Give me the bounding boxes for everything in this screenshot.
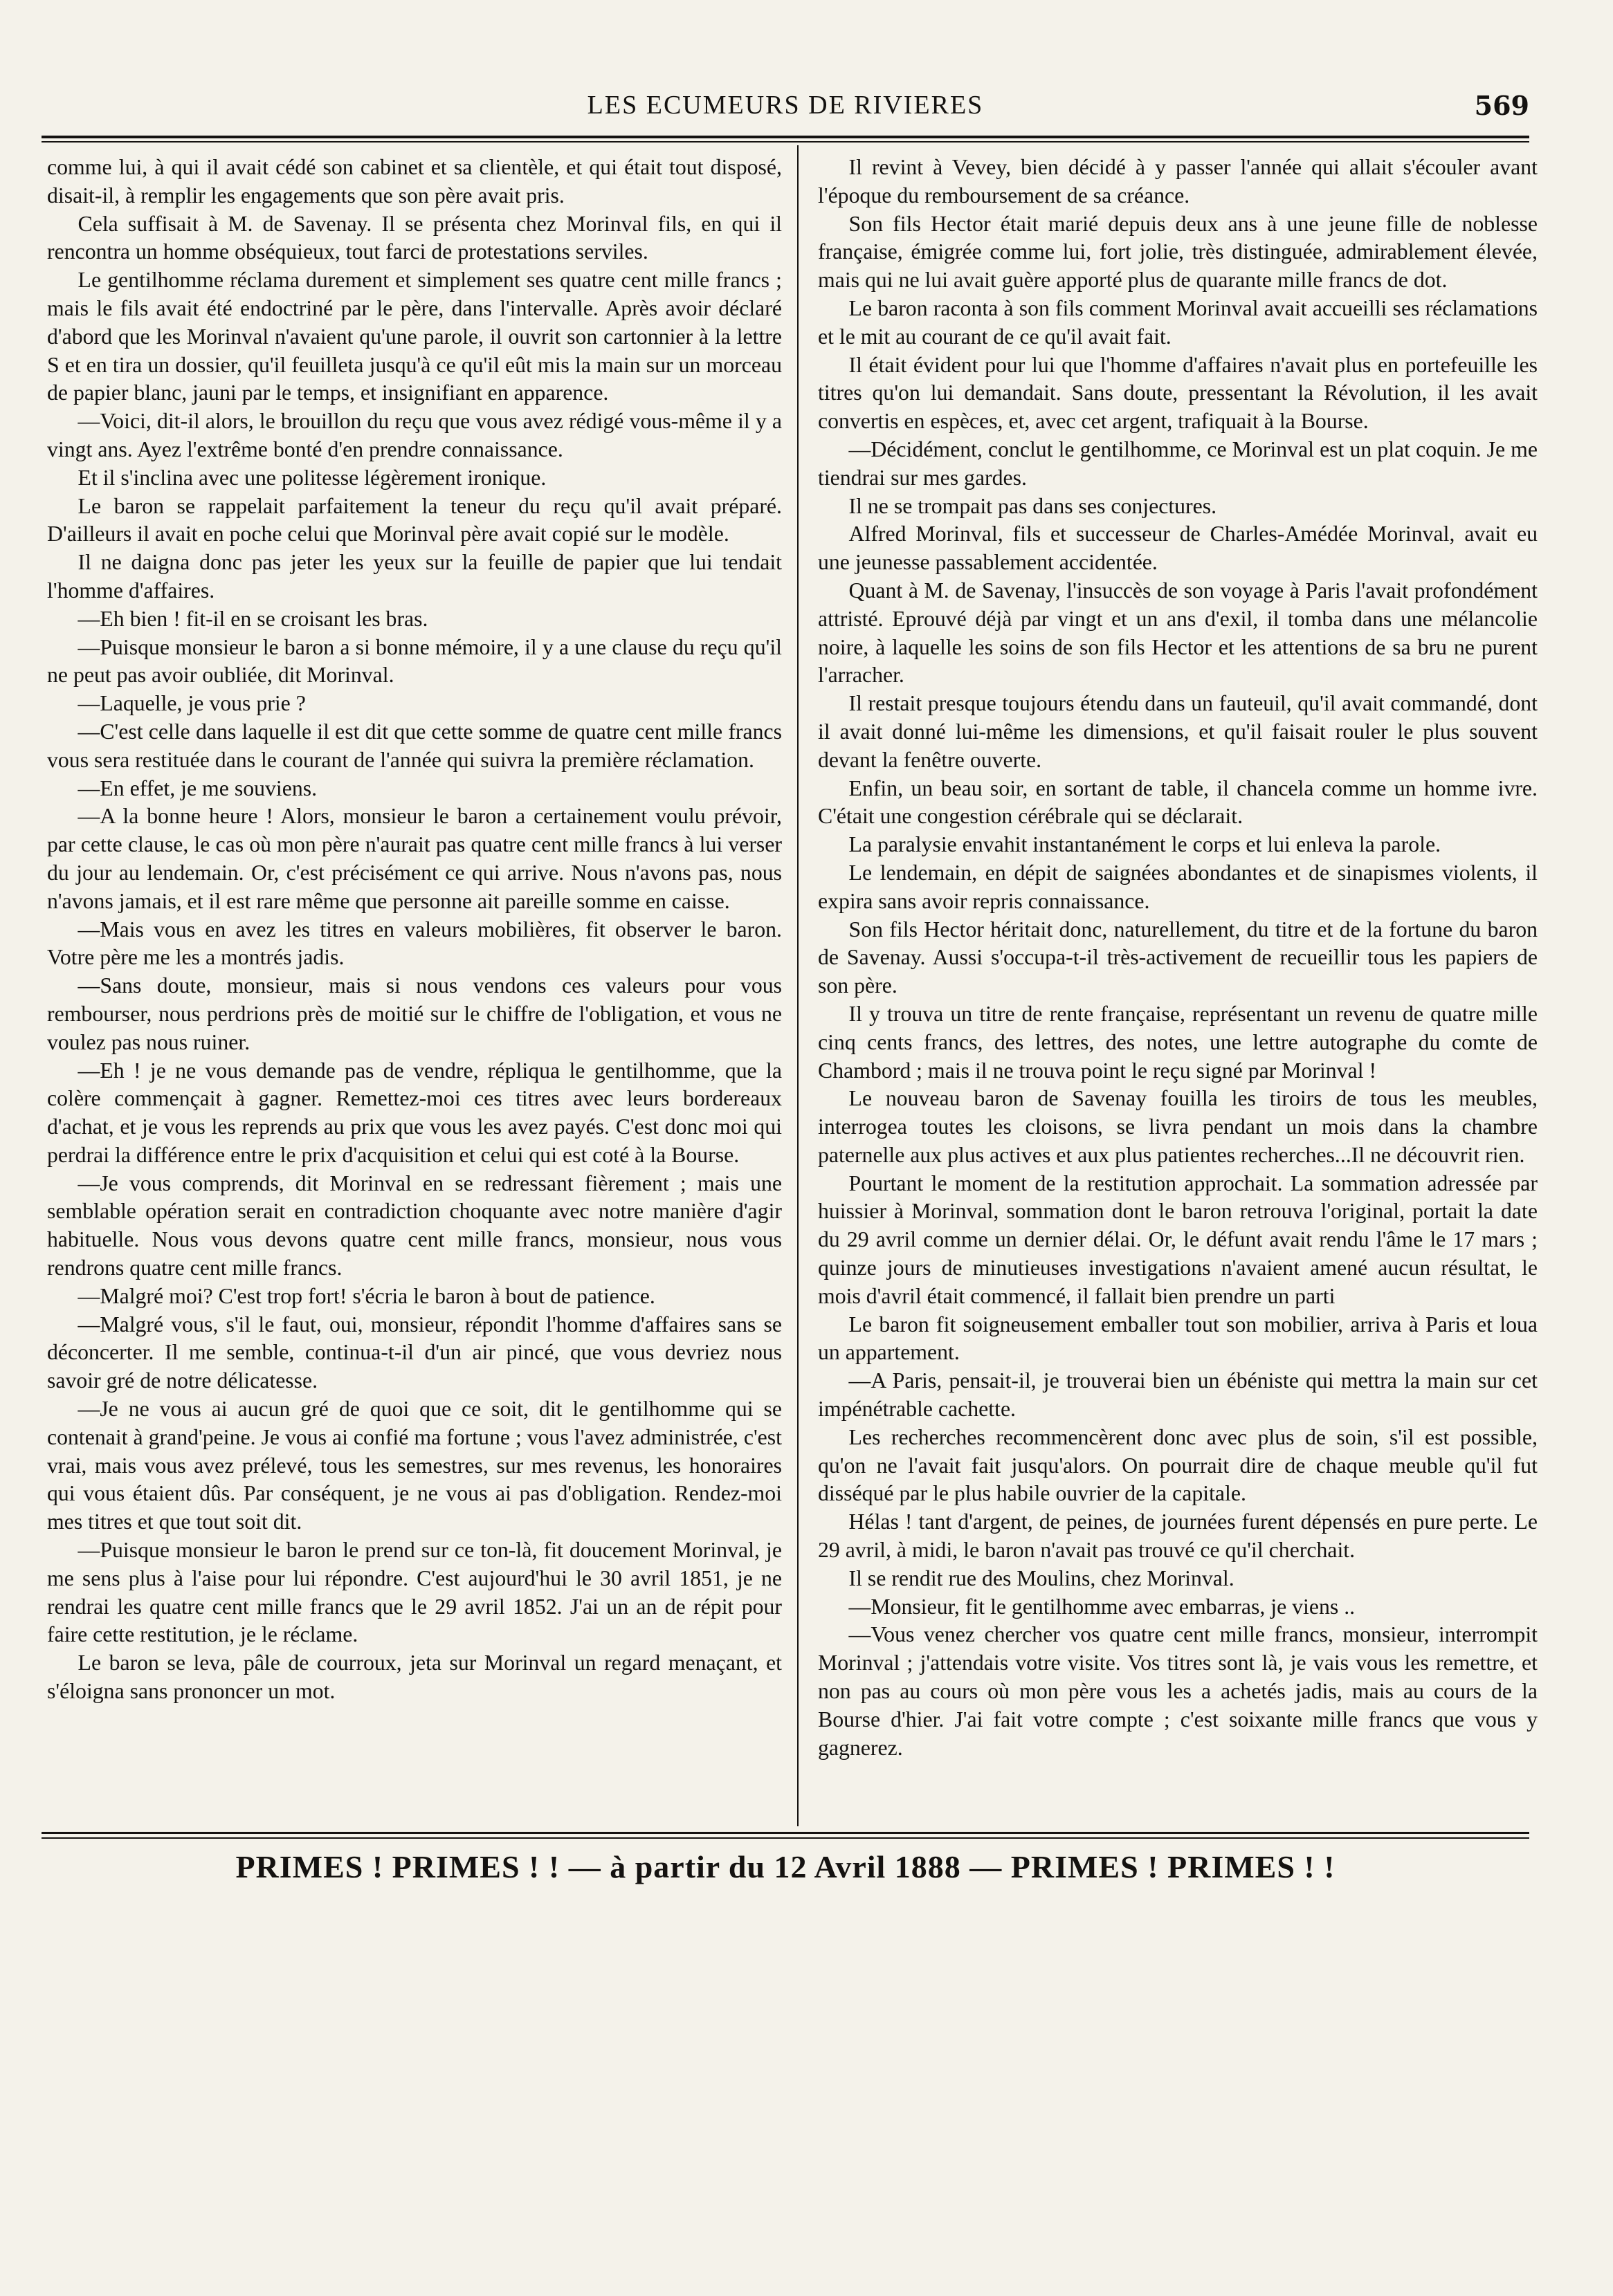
paragraph: —A la bonne heure ! Alors, monsieur le baron a certainement voulu prévoir, par cette clause, le cas où mon père n'aurait pas quatre cent mille francs à lui verser du jour au lendemain. Or, c'est précisément ce qui arrive. Nous n'avons pas, nous n'avons jamais, et il est rare même que personne ait pareille somme en caisse. (47, 804, 782, 913)
paragraph: —A Paris, pensait-il, je trouverai bien un ébéniste qui mettra la main sur cet impénétrable cachette. (818, 1368, 1538, 1422)
paragraph: Il restait presque toujours étendu dans un fauteuil, qu'il avait commandé, dont il avait donné lui-même les dimensions, et qu'il faisait rouler le plus souvent devant la fenêtre ouverte. (818, 691, 1538, 772)
paragraph: Les recherches recommencèrent donc avec plus de soin, s'il est possible, qu'on ne l'avait fait jusqu'alors. On pourrait dire de chaque meuble qu'il fut disséqué par le plus habile ouvrier de la capitale. (818, 1424, 1538, 1506)
footer-rule-thin (42, 1837, 1529, 1839)
page-header (42, 90, 1529, 131)
paragraph: —Eh bien ! fit-il en se croisant les bras. (78, 606, 428, 631)
paragraph: —Eh ! je ne vous demande pas de vendre, répliqua le gentilhomme, que la colère commençait à gagner. Remettez-moi ces titres avec leurs bordereaux d'achat, et je vous les reprends au prix que vous les avez payés. C'est donc moi qui perdrai la différence entre le prix d'acquisition et celui qui est coté à la Bourse. (47, 1058, 782, 1167)
primes-banner: PRIMES ! PRIMES ! ! — à partir du 12 Avril 1888 — PRIMES ! PRIMES ! ! (235, 1849, 1336, 1884)
paragraph: Enfin, un beau soir, en sortant de table, il chancela comme un homme ivre. C'était une congestion cérébrale qui se déclarait. (818, 775, 1538, 829)
footer-rule-thick (42, 1832, 1529, 1834)
paragraph: Le baron raconta à son fils comment Morinval avait accueilli ses réclamations et le mit au courant de ce qu'il avait fait. (818, 295, 1538, 349)
paragraph: —Je ne vous ai aucun gré de quoi que ce soit, dit le gentilhomme qui se contenait à grand'peine. Je vous ai confié ma fortune ; vous l'avez administrée, c'est vrai, mais vous avez prélevé, tous les semestres, sur mes revenus, les honoraires qui vous étaient dûs. Par conséquent, je ne vous ai pas d'obligation. Rendez-moi mes titres et que tout soit dit. (47, 1397, 782, 1534)
paragraph: Et il s'inclina avec une politesse légèrement ironique. (78, 465, 547, 490)
paragraph: —Sans doute, monsieur, mais si nous vendons ces valeurs pour vous rembourser, nous perdrions près de moitié sur le chiffre de l'obligation, et vous ne voulez pas nous ruiner. (47, 973, 782, 1054)
header-rule-thin (42, 141, 1529, 143)
paragraph: Il se rendit rue des Moulins, chez Morinval. (848, 1565, 1234, 1590)
paragraph: —Malgré vous, s'il le faut, oui, monsieur, répondit l'homme d'affaires sans se déconcerter. Il me semble, continua-t-il d'un air pincé, que vous devriez nous savoir gré de notre délicatesse. (47, 1312, 782, 1393)
left-column (47, 154, 782, 1821)
paragraph: Pourtant le moment de la restitution approchait. La sommation adressée par huissier à Morinval, sommation dont le baron retrouva l'original, portait la date du 29 avril comme un dernier délai. Or, le défunt avait rendu l'âme le 17 mars ; quinze jours de minutieuses investigations n'avaient amené aucun résultat, le mois d'avril était commencé, il fallait bien prendre un parti (818, 1170, 1538, 1308)
paragraph: —Puisque monsieur le baron a si bonne mémoire, il y a une clause du reçu qu'il ne peut pas avoir oubliée, dit Morinval. (47, 634, 782, 688)
paragraph: La paralysie envahit instantanément le corps et lui enleva la parole. (848, 832, 1441, 857)
paragraph: —Puisque monsieur le baron le prend sur ce ton-là, fit doucement Morinval, je me sens plus à l'aise pour lui répondre. C'est aujourd'hui le 30 avril 1851, je ne rendrai les quatre cent mille francs que le 29 avril 1852. J'ai un an de répit pour faire cette restitution, je le réclame. (47, 1538, 782, 1647)
paragraph: Le baron fit soigneusement emballer tout son mobilier, arriva à Paris et loua un appartement. (818, 1312, 1538, 1365)
paragraph: Le gentilhomme réclama durement et simplement ses quatre cent mille francs ; mais le fils avait été endoctriné par le père, dans l'intervalle. Après avoir déclaré d'abord que les Morinval n'avaient qu'une parole, il ouvrit son cartonnier à la lettre S et en tira un dossier, qu'il feuilleta jusqu'à ce qu'il eût mis la main sur un morceau de papier blanc, jauni par le temps, et insignifiant en apparence. (47, 268, 782, 405)
paragraph: —Malgré moi? C'est trop fort! s'écria le baron à bout de patience. (78, 1283, 655, 1308)
paragraph: —C'est celle dans laquelle il est dit que cette somme de quatre cent mille francs vous sera restituée dans le courant de l'année qui suivra la première réclamation. (47, 719, 782, 772)
paragraph: Son fils Hector héritait donc, naturellement, du titre et de la fortune du baron de Savenay. Aussi s'occupa-t-il très-activement de recueillir tous les papiers de son père. (818, 917, 1538, 998)
paragraph: Le lendemain, en dépit de saignées abondantes et de sinapismes violents, il expira sans avoir repris connaissance. (818, 860, 1538, 913)
right-column (818, 154, 1538, 1821)
paragraph: —Je vous comprends, dit Morinval en se redressant fièrement ; mais une semblable opération serait en contradiction choquante avec notre manière d'agir habituelle. Nous vous devons quatre cent mille francs, monsieur, nous vous rendrons quatre cent mille francs. (47, 1170, 782, 1280)
paragraph: comme lui, à qui il avait cédé son cabinet et sa clientèle, et qui était tout disposé, disait-il, à remplir les engagements que son père avait pris. (47, 155, 782, 208)
paragraph: Le baron se leva, pâle de courroux, jeta sur Morinval un regard menaçant, et s'éloigna sans prononcer un mot. (47, 1651, 782, 1704)
paragraph: Il revint à Vevey, bien décidé à y passer l'année qui allait s'écouler avant l'époque du remboursement de sa créance. (818, 155, 1538, 208)
paragraph: Cela suffisait à M. de Savenay. Il se présenta chez Morinval fils, en qui il rencontra un homme obséquieux, tout farci de protestations serviles. (47, 211, 782, 264)
paragraph: Il ne daigna donc pas jeter les yeux sur la feuille de papier que lui tendait l'homme d'affaires. (47, 550, 782, 603)
header-rule-thick (42, 136, 1529, 138)
paragraph: Le baron se rappelait parfaitement la teneur du reçu qu'il avait préparé. D'ailleurs il avait en poche celui que Morinval père avait copié sur le modèle. (47, 493, 782, 547)
paragraph: Il ne se trompait pas dans ses conjectures. (848, 493, 1217, 518)
paragraph: —Monsieur, fit le gentilhomme avec embarras, je viens .. (848, 1594, 1356, 1619)
running-title: LES ECUMEURS DE RIVIERES (587, 91, 984, 120)
paragraph: Hélas ! tant d'argent, de peines, de journées furent dépensés en pure perte. Le 29 avril, à midi, le baron n'avait pas trouvé ce qu'il cherchait. (818, 1509, 1538, 1563)
paragraph: Quant à M. de Savenay, l'insuccès de son voyage à Paris l'avait profondément attristé. Eprouvé déjà par vingt et un ans d'exil, il tomba dans une mélancolie noire, à laquelle les soins de son fils Hector et les attentions de sa bru ne purent l'arracher. (818, 578, 1538, 688)
paragraph: —Mais vous en avez les titres en valeurs mobilières, fit observer le baron. Votre père me les a montrés jadis. (47, 917, 782, 970)
column-divider (797, 145, 799, 1826)
paragraph: —Décidément, conclut le gentilhomme, ce Morinval est un plat coquin. Je me tiendrai sur mes gardes. (818, 437, 1538, 490)
paragraph: Il était évident pour lui que l'homme d'affaires n'avait plus en portefeuille les titres qu'on lui demandait. Sans doute, pressentant la Révolution, il les avait convertis en espèces, et, avec cet argent, trafiquait à la Bourse. (818, 352, 1538, 434)
paragraph: —Voici, dit-il alors, le brouillon du reçu que vous avez rédigé vous-même il y a vingt ans. Ayez l'extrême bonté d'en prendre connaissance. (47, 409, 782, 461)
paragraph: —Vous venez chercher vos quatre cent mille francs, monsieur, interrompit Morinval ; j'attendais votre visite. Vos titres sont là, je vais vous les remettre, et non pas au cours où mon père vous les a achetés jadis, mais au cours de la Bourse d'hier. J'ai fait votre compte ; c'est soixante mille francs que vous y gagnerez. (818, 1622, 1538, 1760)
paragraph: —Laquelle, je vous prie ? (78, 691, 306, 716)
page-number: 569 (1474, 90, 1529, 121)
paragraph: —En effet, je me souviens. (78, 775, 318, 800)
paragraph: Il y trouva un titre de rente française, représentant un revenu de quatre mille cinq cents francs, des lettres, des notes, une lettre autographe du comte de Chambord ; mais il ne trouva point le reçu signé par Morinval ! (818, 1001, 1538, 1083)
paragraph: Son fils Hector était marié depuis deux ans à une jeune fille de noblesse française, émigrée comme lui, fort jolie, très distinguée, admirablement élevée, mais qui ne lui avait guère apporté plus de quarante mille francs de dot. (818, 211, 1538, 293)
paragraph: Alfred Morinval, fils et successeur de Charles-Amédée Morinval, avait eu une jeunesse passablement accidentée. (818, 522, 1538, 575)
paragraph: Le nouveau baron de Savenay fouilla les tiroirs de tous les meubles, interrogea toutes les cloisons, se livra pendant un mois dans la chambre paternelle aux plus actives et aux plus patientes recherches...Il ne découvrit rien. (818, 1086, 1538, 1167)
